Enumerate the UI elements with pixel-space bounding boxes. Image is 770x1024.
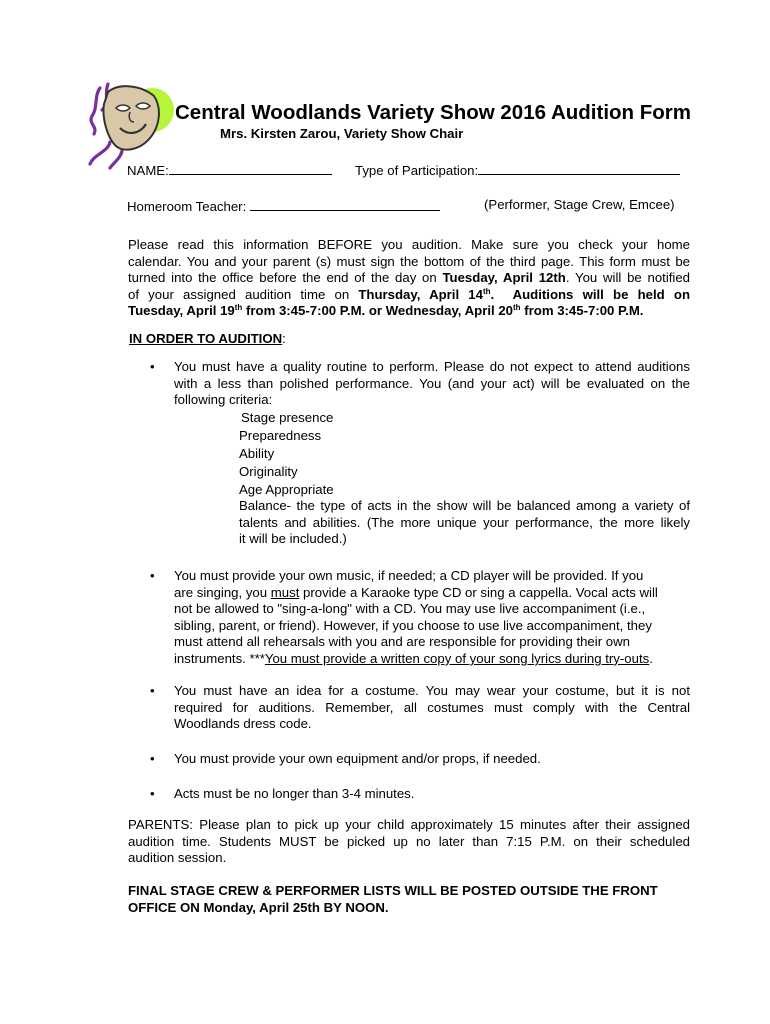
final-notice: FINAL STAGE CREW & PERFORMER LISTS WILL BE POSTED OUTSIDE THE FRONT OFFICE ON Monday, April 25th BY NOON. xyxy=(128,883,658,915)
intro-line: Please read this information BEFORE you audition. Make sure you check your home xyxy=(128,237,690,252)
criterion: Stage presence xyxy=(241,410,334,425)
participation-options: (Performer, Stage Crew, Emcee) xyxy=(484,197,675,212)
participation-field-row xyxy=(355,161,680,178)
criterion: Originality xyxy=(239,464,298,479)
theatre-mask-logo xyxy=(80,72,176,170)
parents-paragraph: PARENTS: Please plan to pick up your child approximately 15 minutes after their assigned audition time. Students MUST be picked up no later than 7:15 P.M. on their scheduled audition session. xyxy=(128,817,690,866)
homeroom-label: Homeroom Teacher: xyxy=(127,199,247,214)
form-title: Central Woodlands Variety Show 2016 Audition Form xyxy=(175,101,692,124)
name-input-line[interactable] xyxy=(169,161,332,175)
criterion: Age Appropriate xyxy=(239,482,334,497)
bullet-icon: • xyxy=(150,751,155,766)
intro-line: Tuesday, April 19th from 3:45-7:00 P.M. or Wednesday, April 20th from 3:45-7:00 P.M. xyxy=(128,303,644,319)
intro-line: calendar. You and your parent (s) must sign the bottom of the third page. This form must be xyxy=(128,253,690,269)
bullet-3-text: You must have an idea for a costume. You may wear your costume, but it is not required for auditions. Remember, all costumes must comply with the Central Woodlands dress code. xyxy=(174,683,690,732)
bullet-icon: • xyxy=(150,683,155,698)
participation-label: Type of Participation: xyxy=(355,163,479,178)
bullet-icon: • xyxy=(150,359,155,374)
mask-face xyxy=(103,86,158,149)
section-heading: IN ORDER TO AUDITION: xyxy=(129,331,286,346)
name-field-row xyxy=(127,161,332,178)
participation-input-line[interactable] xyxy=(478,161,680,175)
bullet-2-text: You must provide your own music, if needed; a CD player will be provided. If you are singing, you must provide a Karaoke type CD or sing a cappella. Vocal acts will not be allowed to "sing-a-long" with a CD. You may use live accompaniment (i.e., sibling, parent, or friend). However, if you choose to use live accompaniment, they must attend all rehearsals with you and are responsible for providing their own instruments. ***You must provide a written copy of your song lyrics during try-outs. xyxy=(174,568,658,666)
bullet-1-text: You must have a quality routine to perform. Please do not expect to attend auditions with a less than polished performance. You (and your act) will be evaluated on the following criteria: xyxy=(174,359,690,408)
intro-line: turned into the office before the end of the day on Tuesday, April 12th. You will be notified xyxy=(128,270,691,286)
intro-line: of your assigned audition time on Thursday, April 14th. Auditions will be held on xyxy=(128,286,690,302)
bullet-4-text: You must provide your own equipment and/or props, if needed. xyxy=(174,751,541,766)
criterion-balance: Balance- the type of acts in the show will be balanced among a variety of talents and abilities. (The more unique your performance, the more likely it will be included.) xyxy=(239,498,690,547)
bullet-icon: • xyxy=(150,786,155,801)
homeroom-input-line[interactable] xyxy=(250,197,440,211)
form-subtitle: Mrs. Kirsten Zarou, Variety Show Chair xyxy=(220,126,464,141)
criterion: Ability xyxy=(239,446,275,461)
name-label: NAME: xyxy=(127,163,169,178)
intro-paragraph xyxy=(128,237,690,320)
bullet-5-text: Acts must be no longer than 3-4 minutes. xyxy=(174,786,415,801)
homeroom-field-row xyxy=(127,197,440,214)
criterion: Preparedness xyxy=(239,428,322,443)
bullet-icon: • xyxy=(150,568,155,583)
